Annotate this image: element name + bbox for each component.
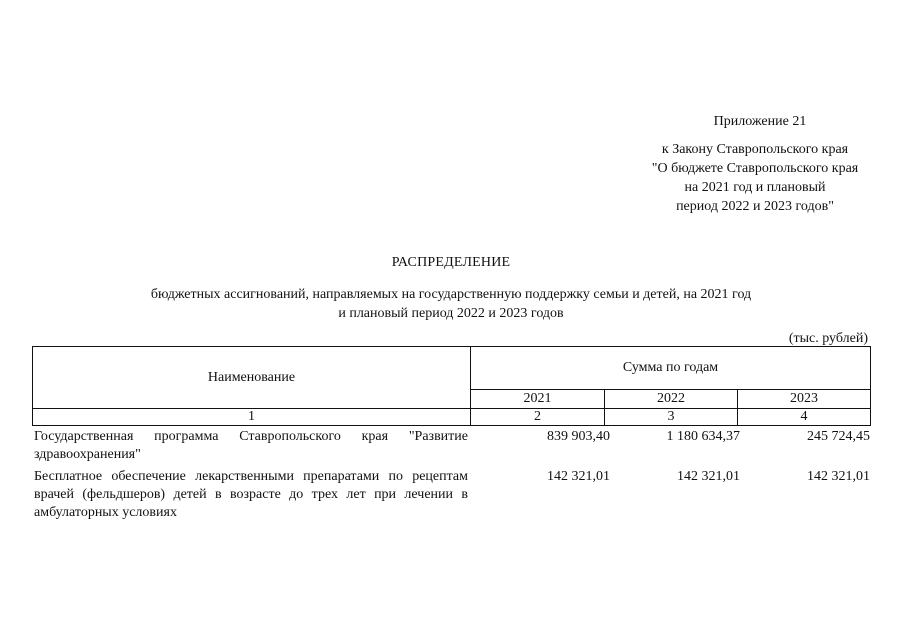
year-header: 2021 (471, 390, 605, 409)
column-number: 1 (33, 409, 471, 426)
year-header: 2023 (738, 390, 871, 409)
column-number: 2 (471, 409, 605, 426)
row-value-2023: 245 724,45 (807, 429, 870, 444)
row-value-2023: 142 321,01 (807, 469, 870, 484)
column-header-name: Наименование (33, 347, 471, 409)
units-label: (тыс. рублей) (788, 331, 868, 346)
column-number: 3 (605, 409, 738, 426)
appendix-title: Приложение 21 (713, 114, 807, 129)
column-number: 4 (738, 409, 871, 426)
data-table (32, 428, 870, 522)
appendix-line: период 2022 и 2023 годов" (676, 199, 834, 214)
row-name: Государственная программа Ставропольского края "Развитие здравоохранения" (34, 429, 468, 462)
appendix-line: "О бюджете Ставропольского края (651, 161, 859, 176)
header-table (32, 346, 871, 426)
row-value-2021: 142 321,01 (547, 469, 610, 484)
year-header: 2022 (605, 390, 738, 409)
appendix-reference (610, 140, 900, 216)
appendix-line: к Закону Ставропольского края (661, 142, 849, 157)
subtitle-line: бюджетных ассигнований, направляемых на государственную поддержку семьи и детей, на 2021 год (150, 287, 752, 302)
appendix-line: на 2021 год и плановый (684, 180, 826, 195)
column-header-sum: Сумма по годам (471, 347, 871, 390)
table-row (32, 428, 870, 468)
row-value-2022: 1 180 634,37 (666, 429, 740, 444)
row-name: Бесплатное обеспечение лекарственными препаратами по рецептам врачей (фельдшеров) детей в возрасте до трех лет при лечении в амбулаторных условиях (34, 469, 468, 520)
table-row (32, 468, 870, 522)
document-subtitle (0, 285, 902, 323)
subtitle-line: и плановый период 2022 и 2023 годов (338, 306, 564, 321)
row-value-2021: 839 903,40 (547, 429, 610, 444)
row-value-2022: 142 321,01 (677, 469, 740, 484)
document-title: РАСПРЕДЕЛЕНИЕ (391, 255, 511, 270)
